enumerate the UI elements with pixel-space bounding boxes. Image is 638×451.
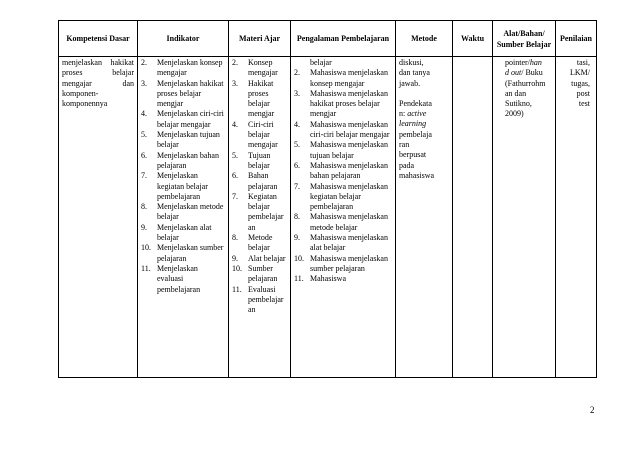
pengalaman-item-number: 11. xyxy=(294,274,304,284)
penilaian-line: LKM/ xyxy=(570,68,590,78)
page-number: 2 xyxy=(590,405,595,415)
materi-item-number: 4. xyxy=(232,119,238,129)
indikator-item xyxy=(141,243,225,264)
header-waktu: Waktu xyxy=(453,21,493,57)
indikator-item-text: Menjelaskan alat belajar xyxy=(157,222,212,243)
alat-text: pointer/ xyxy=(505,58,530,67)
pengalaman-item-text: Mahasiswa menjelaskan hakikat proses belajar mengjar xyxy=(310,88,388,119)
cell-kompetensi-dasar xyxy=(59,57,138,378)
indikator-item-text: Menjelaskan konsep mengajar xyxy=(157,58,223,78)
materi-item xyxy=(232,233,287,254)
indikator-item-text: Menjelaskan evaluasi pembelajaran xyxy=(157,263,201,294)
materi-item xyxy=(232,254,287,264)
materi-item-number: 10. xyxy=(232,263,242,273)
indikator-item-text: Menjelaskan metode belajar xyxy=(157,202,224,222)
pengalaman-item xyxy=(294,212,392,233)
alat-line xyxy=(505,58,552,68)
pengalaman-item xyxy=(294,254,392,275)
metode-line: pembelaja xyxy=(399,129,432,139)
penilaian-line: test xyxy=(578,99,590,109)
pengalaman-item-text: Mahasiswa menjelaskan tujuan belajar xyxy=(310,140,388,160)
cell-alat-bahan-sumber xyxy=(493,57,556,378)
metode-line: berpusat xyxy=(399,150,427,160)
materi-item xyxy=(232,285,287,316)
indikator-item xyxy=(141,264,225,295)
indikator-item xyxy=(141,171,225,202)
metode-line: dan tanya xyxy=(399,68,430,78)
metode-spacer xyxy=(399,89,449,99)
materi-item-number: 7. xyxy=(232,191,238,201)
indikator-item-number: 4. xyxy=(141,109,147,119)
indikator-item-text: Menjelaskan tujuan belajar xyxy=(157,130,220,150)
indikator-item-number: 7. xyxy=(141,171,147,181)
metode-line: pada xyxy=(399,160,415,170)
pengalaman-item-text: Mahasiswa menjelaskan metode belajar xyxy=(310,212,388,232)
pengalaman-item-number: 4. xyxy=(294,119,300,129)
pengalaman-item xyxy=(294,89,392,120)
indikator-item xyxy=(141,58,225,79)
header-pengalaman-pembelajaran: Pengalaman Pembelajaran xyxy=(291,21,396,57)
pengalaman-item-number: 8. xyxy=(294,212,300,222)
cell-materi-ajar xyxy=(229,57,291,378)
materi-item-number: 5. xyxy=(232,150,238,160)
pengalaman-item-text: Mahasiswa xyxy=(310,274,346,284)
cell-pengalaman xyxy=(291,57,396,378)
cell-penilaian xyxy=(556,57,597,378)
lesson-plan-table xyxy=(58,20,597,378)
materi-item-text: Alat belajar xyxy=(248,253,286,263)
indikator-item xyxy=(141,79,225,110)
pengalaman-item xyxy=(294,182,392,213)
materi-item-text: Hakikat proses belajar mengjar xyxy=(248,78,275,119)
materi-item-number: 3. xyxy=(232,78,238,88)
materi-item-text: Konsep mengajar xyxy=(248,58,278,78)
indikator-item xyxy=(141,130,225,151)
materi-item-text: Bahan pelajaran xyxy=(248,171,278,191)
materi-item-text: Ciri-ciri belajar mengajar xyxy=(248,119,278,150)
metode-line: diskusi, xyxy=(399,58,424,67)
indikator-item-number: 11. xyxy=(141,263,151,273)
metode-line xyxy=(399,109,449,119)
pengalaman-item xyxy=(294,68,392,89)
pengalaman-item-text: Mahasiswa menjelaskan sumber pelajaran xyxy=(310,253,388,273)
pengalaman-item xyxy=(294,161,392,182)
metode-text: n: xyxy=(399,109,408,119)
metode-line: ran xyxy=(399,140,410,150)
metode-line xyxy=(399,119,449,129)
table-header-row xyxy=(59,21,597,57)
pengalaman-item xyxy=(294,274,392,284)
pengalaman-list xyxy=(294,68,392,284)
alat-italic: han xyxy=(529,58,542,67)
penilaian-line: tugas, xyxy=(571,78,590,88)
cell-waktu xyxy=(453,57,493,378)
pengalaman-item xyxy=(294,233,392,254)
materi-item-number: 9. xyxy=(232,253,238,263)
kompetensi-text: menjelaskan hakikat proses belajar mengajar dan komponen-komponennya xyxy=(62,58,134,109)
pengalaman-item xyxy=(294,120,392,141)
materi-item-number: 8. xyxy=(232,233,238,243)
penilaian-line: post xyxy=(576,88,590,98)
alat-line: an dan xyxy=(505,88,527,98)
header-materi-ajar: Materi Ajar xyxy=(229,21,291,57)
materi-item xyxy=(232,79,287,120)
metode-line: Pendekata xyxy=(399,98,432,108)
pengalaman-item-text: Mahasiswa menjelaskan ciri-ciri belajar mengajar xyxy=(310,119,390,140)
metode-italic: learning xyxy=(399,119,427,129)
materi-item xyxy=(232,192,287,233)
header-indikator: Indikator xyxy=(138,21,229,57)
materi-item xyxy=(232,120,287,151)
materi-item-number: 6. xyxy=(232,171,238,181)
header-kompetensi-dasar: Kompetensi Dasar xyxy=(59,21,138,57)
alat-line xyxy=(505,68,552,78)
materi-item-text: Kegiatan belajar pembelajar an xyxy=(248,191,284,232)
materi-list xyxy=(232,58,287,315)
materi-item-text: Evaluasi pembelajar an xyxy=(248,284,284,315)
indikator-item-number: 3. xyxy=(141,78,147,88)
indikator-item xyxy=(141,223,225,244)
pengalaman-item xyxy=(294,140,392,161)
alat-line: Sutikno, xyxy=(505,99,532,109)
alat-italic: d out xyxy=(505,68,522,78)
alat-text: / Buku xyxy=(521,68,543,78)
materi-item-text: Metode belajar xyxy=(248,233,273,253)
indikator-item xyxy=(141,151,225,172)
indikator-item xyxy=(141,109,225,130)
pengalaman-item-text: Mahasiswa menjelaskan alat belajar xyxy=(310,233,388,253)
indikator-item-text: Menjelaskan ciri-ciri belajar mengajar xyxy=(157,109,224,129)
cell-indikator xyxy=(138,57,229,378)
header-alat-bahan-sumber: Alat/Bahan/ Sumber Belajar xyxy=(493,21,556,57)
materi-item xyxy=(232,264,287,285)
pengalaman-item-number: 7. xyxy=(294,181,300,191)
indikator-item-number: 10. xyxy=(141,243,151,253)
header-penilaian: Penilaian xyxy=(556,21,597,57)
metode-italic: active xyxy=(407,109,427,119)
indikator-item-number: 2. xyxy=(141,58,147,67)
materi-item xyxy=(232,151,287,172)
penilaian-line: tasi, xyxy=(576,58,590,67)
pengalaman-item-number: 2. xyxy=(294,68,300,78)
pengalaman-item-number: 3. xyxy=(294,88,300,98)
pengalaman-item-text: Mahasiswa menjelaskan konsep mengajar xyxy=(310,68,388,88)
indikator-item-number: 9. xyxy=(141,222,147,232)
alat-line: (Fathurrohm xyxy=(505,78,546,88)
indikator-item-number: 6. xyxy=(141,150,147,160)
indikator-item-number: 8. xyxy=(141,202,147,212)
table-row xyxy=(59,57,597,378)
indikator-item-text: Menjelaskan kegiatan belajar pembelajaran xyxy=(157,171,208,201)
materi-item xyxy=(232,58,287,79)
pengalaman-item-number: 9. xyxy=(294,233,300,243)
header-metode: Metode xyxy=(396,21,453,57)
pengalaman-item-number: 10. xyxy=(294,253,304,263)
pengalaman-item-number: 5. xyxy=(294,140,300,150)
indikator-item-text: Menjelaskan hakikat proses belajar mengjar xyxy=(157,78,224,109)
materi-item-text: Tujuan belajar xyxy=(248,150,271,170)
materi-item-text: Sumber pelajaran xyxy=(248,263,278,284)
materi-item-number: 11. xyxy=(232,284,242,294)
pengalaman-item-text: Mahasiswa menjelaskan kegiatan belajar pembelajaran xyxy=(310,181,388,212)
indikator-item-text: Menjelaskan sumber pelajaran xyxy=(157,243,224,263)
pengalaman-lead: belajar xyxy=(310,58,332,67)
indikator-list xyxy=(141,58,225,295)
materi-item xyxy=(232,171,287,192)
pengalaman-item-number: 6. xyxy=(294,160,300,170)
alat-line: 2009) xyxy=(505,109,524,119)
cell-metode xyxy=(396,57,453,378)
materi-item-number: 2. xyxy=(232,58,238,67)
indikator-item xyxy=(141,202,225,223)
pengalaman-item-text: Mahasiswa menjelaskan bahan pelajaran xyxy=(310,160,388,181)
metode-line: mahasiswa xyxy=(399,170,435,180)
metode-line: jawab. xyxy=(399,78,421,88)
indikator-item-number: 5. xyxy=(141,130,147,140)
indikator-item-text: Menjelaskan bahan pelajaran xyxy=(157,150,219,170)
